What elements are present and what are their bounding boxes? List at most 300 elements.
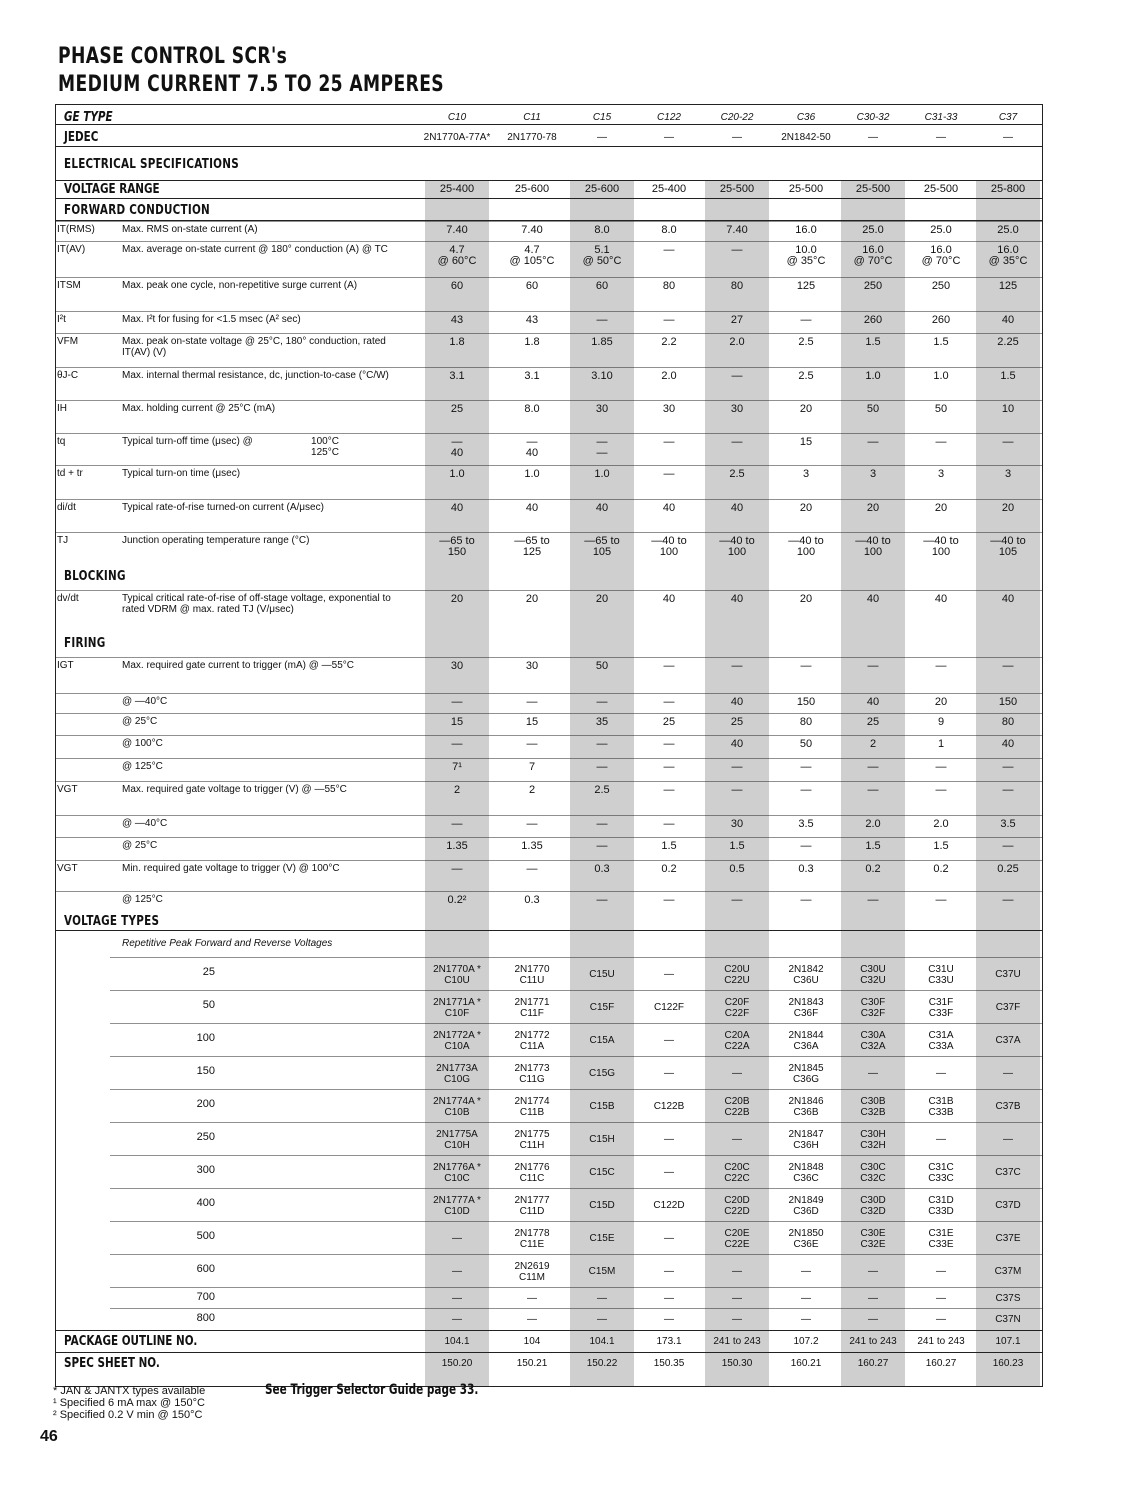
voltage-type-cell: C15D — [589, 1200, 615, 1211]
table-border-left — [55, 104, 56, 1387]
spec-sheet-value: 160.27 — [857, 1358, 889, 1369]
forward-row-value: 2.0 — [729, 336, 745, 348]
voltage-type-cell: — — [664, 1293, 674, 1304]
forward-row-value: — — [731, 244, 743, 256]
voltage-type-cell: — — [664, 1266, 674, 1277]
guide-note: See Trigger Selector Guide page 33. — [265, 1382, 479, 1398]
firing-row-description: Max. required gate voltage to trigger (V) @ —55°C — [122, 784, 347, 795]
jedec-cell: 2N1770-78 — [507, 132, 557, 143]
ge-type-cell: C10 — [447, 112, 467, 123]
voltage-type-cell: C30A C32A — [860, 1029, 886, 1052]
forward-row-value: 2.5 — [729, 468, 745, 480]
jedec-cell: 2N1842-50 — [781, 132, 831, 143]
blocking-row-value: 20 — [525, 593, 539, 605]
forward-row-value: 25 — [450, 403, 464, 415]
forward-row-value: 250 — [863, 280, 883, 292]
voltage-type-cell: C37M — [994, 1266, 1022, 1277]
footnote-3: ² Specified 0.2 V min @ 150°C — [53, 1409, 203, 1421]
forward-row-value: 4.7 @ 60°C — [437, 244, 477, 267]
jedec-label: JEDEC — [64, 130, 99, 145]
rule — [55, 220, 1043, 221]
firing-row-value: 30 — [730, 818, 744, 830]
forward-row-description: Typical rate-of-rise turned-on current (A/μsec) — [122, 502, 324, 513]
forward-row-value: — — [596, 314, 608, 326]
firing-row-value: 150 — [998, 696, 1018, 708]
firing-row-value: 40 — [730, 696, 744, 708]
section-voltage-types: VOLTAGE TYPES — [64, 914, 160, 929]
voltage-range-cell: 25-500 — [788, 183, 824, 195]
forward-row-value: 80 — [662, 280, 676, 292]
voltage-type-cell: — — [452, 1293, 462, 1304]
voltage-type-cell: C20D C22D — [724, 1194, 750, 1217]
blocking-row-value: 20 — [450, 593, 464, 605]
forward-row-value: 20 — [799, 502, 813, 514]
voltage-type-cell: 2N1776A * C10C — [433, 1161, 481, 1184]
firing-row-description: @ —40°C — [122, 818, 168, 829]
rule — [55, 1330, 1043, 1331]
firing-row-value: — — [596, 696, 608, 708]
forward-row-value: 30 — [730, 403, 744, 415]
forward-row-description: Max. peak on-state voltage @ 25°C, 180° conduction, rated IT(AV) (V) — [122, 336, 386, 358]
forward-row-value: 50 — [866, 403, 880, 415]
forward-row-value: 3 — [1004, 468, 1012, 480]
footnote-1: * JAN & JANTX types available — [53, 1385, 206, 1397]
firing-row-value: — — [731, 784, 743, 796]
vt-row-rule — [110, 1188, 1043, 1189]
ge-type-cell: C36 — [796, 112, 816, 123]
table-border-right — [1042, 104, 1043, 1387]
forward-row-value: 20 — [866, 502, 880, 514]
voltage-type-cell: 2N1776 C11C — [514, 1161, 550, 1184]
voltage-type-cell: — — [868, 1266, 878, 1277]
voltage-type-cell: — — [452, 1233, 462, 1244]
forward-row-value: — — [663, 244, 675, 256]
firing-row-value: — — [867, 894, 879, 906]
forward-row-value: — — [731, 436, 743, 448]
forward-row-value: 40 — [450, 502, 464, 514]
page-title-line1: PHASE CONTROL SCR's — [58, 44, 288, 69]
voltage-type-cell: C30C C32C — [860, 1161, 886, 1184]
voltage-type-cell: C31F C33F — [928, 996, 954, 1019]
forward-row-value: 50 — [934, 403, 948, 415]
forward-row-value: 43 — [450, 314, 464, 326]
voltage-type-cell: C31D C33D — [928, 1194, 954, 1217]
row-rule — [55, 735, 1043, 736]
voltage-range-cell: 25-400 — [439, 183, 475, 195]
forward-row-value: 25.0 — [997, 224, 1019, 236]
firing-row-description: Min. required gate voltage to trigger (V) @ 100°C — [122, 863, 340, 874]
firing-row-value: 0.3 — [594, 863, 610, 875]
firing-row-value: — — [800, 840, 812, 852]
firing-row-description: @ 25°C — [122, 716, 158, 727]
forward-row-value: — — — [596, 436, 608, 459]
forward-row-value: —40 to 100 — [719, 535, 755, 558]
firing-row-value: — — [596, 894, 608, 906]
voltage-type-cell: — — [801, 1293, 811, 1304]
firing-row-value: 50 — [799, 738, 813, 750]
forward-row-symbol: IH — [57, 403, 67, 414]
forward-row-value: 2.5 — [798, 370, 814, 382]
firing-row-value: 0.2² — [447, 894, 467, 906]
voltage-type-cell: — — [664, 1134, 674, 1145]
forward-row-value: 60 — [595, 280, 609, 292]
package-outline-value: 173.1 — [656, 1336, 682, 1347]
row-rule — [55, 433, 1043, 434]
voltage-type-cell: 2N1770 C11U — [514, 963, 550, 986]
jedec-cell: — — [1003, 132, 1013, 143]
vt-row-rule — [110, 957, 1043, 958]
forward-row-value: 60 — [450, 280, 464, 292]
voltage-type-cell: — — [452, 1314, 462, 1325]
forward-row-symbol: ITSM — [57, 280, 81, 291]
forward-row-description: Max. I²t for fusing for <1.5 msec (A² sec) — [122, 314, 301, 325]
package-outline-value: 104.1 — [444, 1336, 470, 1347]
voltage-type-cell: — — [936, 1068, 946, 1079]
forward-row-value: —40 to 100 — [788, 535, 824, 558]
firing-row-value: — — [451, 738, 463, 750]
vt-row-rule — [110, 1122, 1043, 1123]
firing-row-value: — — [596, 818, 608, 830]
voltage-type-value: 25 — [202, 966, 215, 978]
firing-row-value: 3.5 — [1000, 818, 1016, 830]
forward-row-value: —65 to 125 — [514, 535, 550, 558]
voltage-type-cell: — — [597, 1314, 607, 1325]
firing-row-value: — — [596, 840, 608, 852]
firing-row-value: 50 — [595, 660, 609, 672]
rule — [55, 198, 1043, 199]
voltage-type-value: 200 — [196, 1098, 215, 1110]
rule — [55, 104, 1043, 105]
firing-row-value: 1.5 — [865, 840, 881, 852]
row-rule — [55, 400, 1043, 401]
package-outline-value: 241 to 243 — [713, 1336, 761, 1347]
voltage-type-cell: — — [936, 1314, 946, 1325]
forward-row-value: —65 to 105 — [584, 535, 620, 558]
forward-row-value: — — [663, 468, 675, 480]
voltage-type-cell: — — [868, 1293, 878, 1304]
forward-row-value: — 40 — [525, 436, 539, 459]
forward-row-value: 27 — [730, 314, 744, 326]
ge-type-cell: C31-33 — [924, 112, 958, 123]
row-rule — [55, 815, 1043, 816]
voltage-type-cell: C15U — [589, 969, 615, 980]
forward-row-description: Max. holding current @ 25°C (mA) — [122, 403, 276, 414]
firing-row-value: — — [596, 761, 608, 773]
forward-row-value: 8.0 — [524, 403, 540, 415]
forward-row-value: — — [1002, 436, 1014, 448]
forward-row-value: 30 — [662, 403, 676, 415]
forward-row-value: 1.0 — [933, 370, 949, 382]
voltage-type-cell: C37D — [995, 1200, 1021, 1211]
firing-row-value: — — [596, 738, 608, 750]
firing-row-value: 1.35 — [521, 840, 543, 852]
firing-row-description: @ 125°C — [122, 761, 163, 772]
firing-row-value: — — [731, 660, 743, 672]
forward-row-value: — — [935, 436, 947, 448]
voltage-type-cell: C122D — [653, 1200, 685, 1211]
ge-type-cell: C122 — [657, 112, 681, 123]
firing-row-value: 2.5 — [594, 784, 610, 796]
forward-row-symbol: VFM — [57, 336, 79, 347]
voltage-type-cell: — — [936, 1134, 946, 1145]
voltage-range-cell: 25-400 — [651, 183, 687, 195]
spec-sheet-label: SPEC SHEET NO. — [64, 1356, 160, 1371]
forward-row-value: 20 — [934, 502, 948, 514]
voltage-type-value: 500 — [196, 1230, 215, 1242]
voltage-type-cell: — — [732, 1293, 742, 1304]
forward-row-value: 260 — [863, 314, 883, 326]
forward-row-value: 2.0 — [661, 370, 677, 382]
firing-row-value: — — [451, 696, 463, 708]
voltage-type-cell: C37E — [995, 1233, 1021, 1244]
firing-row-value: 2.0 — [865, 818, 881, 830]
firing-row-value: — — [663, 738, 675, 750]
voltage-type-cell: 2N1846 C36B — [788, 1095, 824, 1118]
voltage-type-cell: C31A C33A — [928, 1029, 954, 1052]
voltage-type-cell: — — [801, 1314, 811, 1325]
forward-row-value: 8.0 — [594, 224, 610, 236]
voltage-type-cell: C15C — [589, 1167, 615, 1178]
spec-table — [55, 102, 1043, 1387]
blocking-row-value: 40 — [1001, 593, 1015, 605]
firing-row-value: — — [935, 894, 947, 906]
voltage-type-cell: C37B — [995, 1101, 1021, 1112]
voltage-type-cell: 2N1770A * C10U — [433, 963, 481, 986]
blocking-row-value: 40 — [934, 593, 948, 605]
firing-row-symbol: VGT — [57, 863, 78, 874]
firing-row-value: 0.25 — [997, 863, 1019, 875]
rule — [55, 124, 1043, 125]
firing-row-value: 0.3 — [524, 894, 540, 906]
firing-row-description: @ —40°C — [122, 696, 168, 707]
rule — [55, 146, 1043, 147]
voltage-type-value: 400 — [196, 1197, 215, 1209]
forward-row-value: —65 to 150 — [439, 535, 475, 558]
forward-row-description: Typical turn-on time (μsec) — [122, 468, 241, 479]
jedec-cell: — — [597, 132, 607, 143]
forward-row-value: 16.0 @ 70°C — [921, 244, 961, 267]
forward-row-value: 10.0 @ 35°C — [786, 244, 826, 267]
voltage-type-value: 250 — [196, 1131, 215, 1143]
forward-row-value: 40 — [525, 502, 539, 514]
forward-row-value: 3 — [937, 468, 945, 480]
forward-row-description: Max. internal thermal resistance, dc, junction-to-case (°C/W) — [122, 370, 389, 381]
firing-row-description: @ 25°C — [122, 840, 158, 851]
firing-row-value: 1.5 — [661, 840, 677, 852]
firing-row-value: 25 — [866, 716, 880, 728]
forward-row-value: 40 — [1001, 314, 1015, 326]
forward-row-value: — 40 — [450, 436, 464, 459]
firing-row-value: 2 — [869, 738, 877, 750]
forward-row-value: 2.25 — [997, 336, 1019, 348]
forward-row-value: 250 — [931, 280, 951, 292]
package-outline-value: 107.1 — [995, 1336, 1021, 1347]
jedec-cell: — — [868, 132, 878, 143]
voltage-type-value: 700 — [196, 1291, 215, 1303]
jedec-cell: — — [936, 132, 946, 143]
voltage-type-cell: C31B C33B — [928, 1095, 954, 1118]
firing-row-value: 1.5 — [729, 840, 745, 852]
firing-row-value: — — [800, 894, 812, 906]
section-forward: FORWARD CONDUCTION — [64, 203, 210, 218]
ge-type-cell: C30-32 — [856, 112, 890, 123]
firing-row-value: — — [935, 660, 947, 672]
firing-row-symbol: IGT — [57, 660, 74, 671]
row-rule — [55, 465, 1043, 466]
voltage-type-cell: — — [452, 1266, 462, 1277]
package-outline-value: 241 to 243 — [917, 1336, 965, 1347]
voltage-type-value: 100 — [196, 1032, 215, 1044]
voltage-type-cell: C37N — [995, 1314, 1021, 1325]
firing-row-value: — — [663, 696, 675, 708]
forward-row-value: 60 — [525, 280, 539, 292]
row-rule — [55, 758, 1043, 759]
voltage-type-cell: 2N1847 C36H — [788, 1128, 824, 1151]
voltage-type-cell: — — [664, 1068, 674, 1079]
vt-row-rule — [110, 1221, 1043, 1222]
forward-row-description-extra: 100°C 125°C — [311, 436, 339, 458]
voltage-type-cell: C20A C22A — [724, 1029, 750, 1052]
firing-row-value: 2 — [528, 784, 536, 796]
voltage-type-cell: — — [664, 1314, 674, 1325]
firing-row-value: — — [663, 784, 675, 796]
firing-row-value: 40 — [730, 738, 744, 750]
firing-row-value: 40 — [866, 696, 880, 708]
forward-row-value: 16.0 @ 35°C — [988, 244, 1028, 267]
row-rule — [55, 532, 1043, 533]
firing-row-value: 150 — [796, 696, 816, 708]
forward-row-value: — — [731, 370, 743, 382]
voltage-type-value: 600 — [196, 1263, 215, 1275]
forward-row-value: 8.0 — [661, 224, 677, 236]
firing-row-value: — — [663, 818, 675, 830]
firing-row-value: — — [451, 863, 463, 875]
forward-row-value: 1.5 — [933, 336, 949, 348]
voltage-range-cell: 25-500 — [719, 183, 755, 195]
package-outline-label: PACKAGE OUTLINE NO. — [64, 1334, 198, 1349]
row-rule — [55, 891, 1043, 892]
voltage-type-cell: C31U C33U — [928, 963, 954, 986]
ge-type-cell: C20-22 — [720, 112, 754, 123]
forward-row-value: 30 — [595, 403, 609, 415]
voltage-type-value: 800 — [196, 1312, 215, 1324]
ge-type-label: GE TYPE — [64, 110, 113, 125]
forward-row-value: 20 — [1001, 502, 1015, 514]
forward-row-value: 1.5 — [865, 336, 881, 348]
forward-row-value: 1.0 — [865, 370, 881, 382]
forward-row-value: 25.0 — [862, 224, 884, 236]
forward-row-description: Junction operating temperature range (°C) — [122, 535, 310, 546]
voltage-type-cell: C31C C33C — [928, 1161, 954, 1184]
forward-row-description: Max. average on-state current @ 180° conduction (A) @ TC — [122, 244, 388, 255]
firing-row-value: — — [663, 761, 675, 773]
row-rule — [55, 590, 1043, 591]
row-rule — [55, 657, 1043, 658]
blocking-row-value: 40 — [866, 593, 880, 605]
page-number: 46 — [40, 1428, 58, 1445]
firing-row-value: 1 — [937, 738, 945, 750]
forward-row-value: 40 — [662, 502, 676, 514]
firing-row-value: 7¹ — [452, 761, 462, 773]
forward-row-symbol: θJ-C — [57, 370, 79, 381]
blocking-row-value: 20 — [799, 593, 813, 605]
blocking-row-symbol: dv/dt — [57, 593, 79, 604]
voltage-type-cell: C37U — [995, 969, 1021, 980]
firing-row-description: @ 100°C — [122, 738, 163, 749]
voltage-type-cell: — — [1003, 1134, 1013, 1145]
voltage-type-cell: — — [868, 1314, 878, 1325]
voltage-type-cell: — — [868, 1068, 878, 1079]
forward-row-value: 40 — [595, 502, 609, 514]
jedec-cell: — — [664, 132, 674, 143]
firing-row-value: 80 — [799, 716, 813, 728]
forward-row-value: 1.5 — [1000, 370, 1016, 382]
firing-row-value: 0.5 — [729, 863, 745, 875]
voltage-type-cell: C15H — [589, 1134, 615, 1145]
firing-row-description: Max. required gate current to trigger (mA) @ —55°C — [122, 660, 355, 671]
firing-row-value: — — [867, 660, 879, 672]
voltage-type-cell: C20C C22C — [724, 1161, 750, 1184]
package-outline-value: 104.1 — [589, 1336, 615, 1347]
voltage-type-cell: C30F C32F — [860, 996, 886, 1019]
forward-row-value: 7.40 — [446, 224, 468, 236]
voltage-type-cell: 2N1844 C36A — [788, 1029, 824, 1052]
firing-row-value: 1.5 — [933, 840, 949, 852]
forward-row-value: 1.0 — [524, 468, 540, 480]
section-electrical: ELECTRICAL SPECIFICATIONS — [64, 157, 239, 172]
forward-row-value: — — [663, 436, 675, 448]
voltage-range-label: VOLTAGE RANGE — [64, 182, 160, 197]
voltage-types-subtitle: Repetitive Peak Forward and Reverse Voltages — [122, 938, 333, 949]
firing-row-value: 30 — [450, 660, 464, 672]
spec-sheet-value: 160.23 — [992, 1358, 1024, 1369]
firing-row-value: — — [526, 818, 538, 830]
row-rule — [55, 221, 1043, 222]
spec-sheet-value: 160.27 — [925, 1358, 957, 1369]
blocking-row-value: 40 — [730, 593, 744, 605]
firing-row-value: 80 — [1001, 716, 1015, 728]
voltage-type-cell: C20F C22F — [724, 996, 750, 1019]
vt-row-rule — [110, 1056, 1043, 1057]
forward-row-value: 3.10 — [591, 370, 613, 382]
spec-sheet-value: 150.20 — [441, 1358, 473, 1369]
ge-type-cell: C37 — [998, 112, 1018, 123]
forward-row-value: 1.8 — [524, 336, 540, 348]
voltage-type-cell: C37C — [995, 1167, 1021, 1178]
voltage-type-cell: C122F — [653, 1002, 684, 1013]
forward-row-value: 16.0 — [795, 224, 817, 236]
voltage-type-cell: C30U C32U — [860, 963, 886, 986]
vt-row-rule — [110, 1089, 1043, 1090]
package-outline-value: 107.2 — [793, 1336, 819, 1347]
voltage-type-cell: — — [732, 1266, 742, 1277]
voltage-type-cell: 2N1778 C11E — [514, 1227, 550, 1250]
forward-row-value: 4.7 @ 105°C — [509, 244, 555, 267]
firing-row-value: 20 — [934, 696, 948, 708]
voltage-type-cell: — — [732, 1314, 742, 1325]
forward-row-symbol: TJ — [57, 535, 69, 546]
forward-row-value: 1.0 — [594, 468, 610, 480]
row-rule — [55, 333, 1043, 334]
jedec-cell: — — [732, 132, 742, 143]
page-title-line2: MEDIUM CURRENT 7.5 TO 25 AMPERES — [58, 72, 445, 97]
voltage-type-cell: C15M — [588, 1266, 616, 1277]
firing-row-value: — — [731, 894, 743, 906]
voltage-type-cell: 2N1848 C36C — [788, 1161, 824, 1184]
forward-row-symbol: IT(RMS) — [57, 224, 95, 235]
voltage-type-cell: C15F — [589, 1002, 615, 1013]
voltage-range-cell: 25-600 — [514, 183, 550, 195]
